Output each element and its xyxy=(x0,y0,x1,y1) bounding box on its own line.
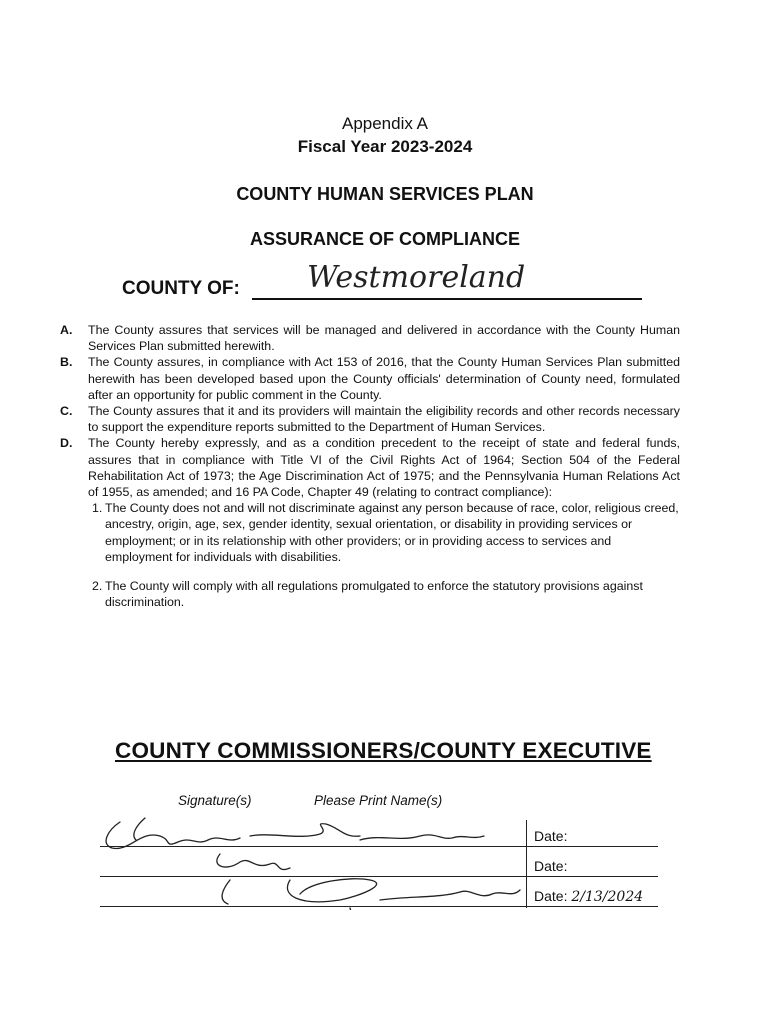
assurance-letter: A. xyxy=(60,323,73,337)
sub-item-number: 1. xyxy=(92,501,103,516)
plan-title: COUNTY HUMAN SERVICES PLAN xyxy=(236,184,534,204)
assurance-d xyxy=(60,435,680,500)
signatures-heading: COUNTY COMMISSIONERS/COUNTY EXECUTIVE xyxy=(115,738,652,763)
appendix-label: Appendix A xyxy=(341,114,428,133)
signature-block xyxy=(100,810,660,910)
date-line-2 xyxy=(526,876,658,877)
assurance-text: The County assures that services will be managed and delivered in accordance with the County Human Services Plan submitted herewith. xyxy=(88,323,680,354)
assurance-text: The County hereby expressly, and as a condition precedent to the receipt of state and federal funds, assures that in compliance with Title VI of the Civil Rights Act of 1964; Section 504 of the Federal Rehabilitation Act of 1973; the Age Discrimination Act of 1975; and the Pennsylvania Human Relations Act of 1955, as amended; and 16 PA Code, Chapter 49 (relating to contract compliance): xyxy=(88,436,680,500)
date-label-2: Date: xyxy=(534,858,568,874)
county-underline xyxy=(252,298,642,300)
assurance-text: The County assures that it and its providers will maintain the eligibility records and other records necessary to support the expenditure reports submitted to the Department of Human Services. xyxy=(88,404,680,435)
sub-item-number: 2. xyxy=(92,579,103,594)
county-label: COUNTY OF: xyxy=(122,278,240,299)
assurance-a xyxy=(60,322,680,354)
county-name-handwritten: Westmoreland xyxy=(307,260,526,295)
print-name-column-label: Please Print Name(s) xyxy=(314,793,443,808)
assurance-text: The County assures, in compliance with Act 153 of 2016, that the County Human Services Plan submitted herewith has been developed based upon the County officials' determination of County need, formulated after an opportunity for public comment in the County. xyxy=(88,355,680,402)
date-label-1: Date: xyxy=(534,828,568,844)
date-column-divider xyxy=(526,820,527,908)
assurance-letter: D. xyxy=(60,436,73,451)
sub-item-text: The County does not and will not discriminate against any person because of race, color, religious creed, ancestry, origin, age, sex, gender identity, sexual orientation, or disability in providing services or employment; or in its relationship with other providers; or in providing access to services and employment for individuals with disabilities. xyxy=(105,501,679,564)
assurance-d-1 xyxy=(60,500,680,565)
county-field xyxy=(122,260,652,300)
fiscal-year: Fiscal Year 2023-2024 xyxy=(297,137,473,156)
date-label-3: Date: 2/13/2024 xyxy=(534,888,644,905)
assurance-list xyxy=(60,322,680,610)
assurance-b xyxy=(60,354,680,403)
date-value-handwritten: 2/13/2024 xyxy=(571,889,644,905)
sub-item-text: The County will comply with all regulations promulgated to enforce the statutory provisions against discrimination. xyxy=(105,579,643,610)
assurance-d-2 xyxy=(60,578,680,610)
plan-subtitle: ASSURANCE OF COMPLIANCE xyxy=(249,229,520,249)
assurance-letter: B. xyxy=(60,355,73,370)
signature-column-label: Signature(s) xyxy=(178,793,252,808)
date-line-1 xyxy=(526,846,658,847)
handwritten-signatures xyxy=(100,810,526,910)
assurance-letter: C. xyxy=(60,404,73,419)
date-line-3 xyxy=(526,906,658,907)
assurance-c xyxy=(60,403,680,435)
